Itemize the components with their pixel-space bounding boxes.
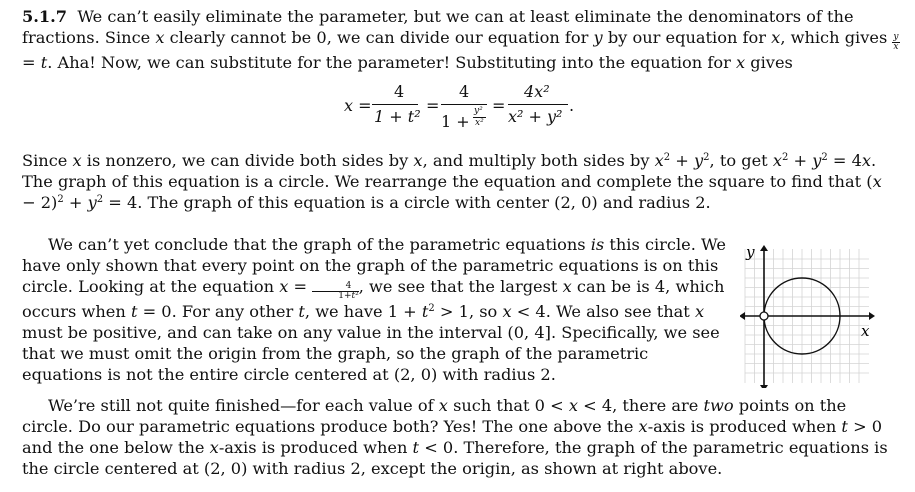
eq-f1-num: 4 — [394, 82, 405, 101]
p3-text-d: , we see that the largest — [358, 277, 563, 296]
math-x-eq-frac: x = $\frac{4}{\text{1+t²}}$ — [279, 277, 359, 301]
eq-f2-inner-den: x² — [475, 118, 484, 128]
paragraph-1 — [22, 6, 902, 73]
eq-f2-bar — [441, 104, 487, 105]
p4-text-g: and the one below the — [22, 438, 210, 457]
eq-f2-den-pre: 1 + — [441, 112, 470, 131]
math-completed-square: $(x - 2)^2 + y^2 = 4$ — [22, 172, 882, 212]
p1-text-d: , which gives — [780, 28, 893, 47]
paragraph-3 — [22, 234, 728, 385]
math-circle-eq: $x^2 + y^2 = 4x$ — [772, 151, 872, 170]
p4-text-a: We’re still not quite finished—for each value of — [48, 396, 439, 415]
var-x: x — [735, 53, 746, 72]
eq-lhs: x = — [344, 96, 372, 115]
p2-text-f: . The graph of this equation is a circle with center (2, 0) and radius 2. — [137, 193, 711, 212]
p3-text-h: , so — [468, 302, 503, 321]
p4-text-i: . Therefore, the graph of the parametric equations is the circle centered at (2, 0) with radius 2, except the origin, as shown at right above. — [22, 438, 888, 478]
p2-text-e: . The graph of this equation is a circle. We rearrange the equation and complete the square to find that — [22, 151, 877, 191]
var-x: x — [694, 302, 705, 321]
math-0-lt-x-lt-4: 0 < x < 4 — [534, 396, 613, 415]
p4-text-e: points on the circle. Do our parametric equations produce both? Yes! The one above the — [22, 396, 847, 436]
p3-text-g: , we have — [304, 302, 388, 321]
var-x: x — [771, 28, 781, 47]
circle-graph — [740, 238, 900, 388]
y-axis-arrow-down — [760, 385, 768, 388]
math-x-lt-4: x < 4 — [502, 302, 546, 321]
x-axis-arrow-left — [740, 312, 745, 320]
y-axis-label: y — [746, 243, 755, 261]
math-1-plus-t2-gt-1: $1 + t^2 > 1$ — [387, 302, 469, 321]
y-axis-arrow-up — [760, 245, 768, 251]
var-x: x — [562, 277, 572, 296]
eq-f3-num: 4x² — [524, 82, 550, 101]
math-t-lt-0: t < 0 — [412, 438, 454, 457]
p4-text-f: -axis is produced when — [647, 417, 842, 436]
p3-text-i: . We also see that — [545, 302, 695, 321]
p3-text-c: this circle. We have only shown that every point on the graph of the parametric equations is on this circle. Looking at the equation — [22, 235, 726, 296]
paragraph-2 — [22, 150, 894, 213]
p2-text-b: is nonzero, we can divide both sides by — [81, 151, 414, 170]
p1-text-b: clearly cannot be 0, we can divide our equation for — [164, 28, 594, 47]
eq-f1-bar — [372, 104, 418, 105]
p3-text-f: . For any other — [171, 302, 299, 321]
p4-text-c: , there are — [612, 396, 704, 415]
var-x: x — [438, 396, 448, 415]
p4-text-b: such that — [447, 396, 535, 415]
var-x: x — [72, 151, 82, 170]
math-x2-plus-y2: $x^2 + y^2$ — [654, 151, 710, 170]
eq-f1-den: 1 + t² — [374, 107, 421, 126]
math-t-gt-0: t > 0 — [841, 417, 883, 436]
math-t-eq-0: t = 0 — [130, 302, 172, 321]
var-t: t — [40, 53, 48, 72]
var-y: y — [593, 28, 603, 47]
eq-eq2: = — [426, 96, 440, 115]
p1-text-f: . Aha! Now, we can substitute for the parameter! Substituting into the equation for — [47, 53, 736, 72]
p2-text-d: , to get — [709, 151, 773, 170]
eq-period: . — [569, 96, 575, 115]
eq-f3-den: x² + y² — [508, 107, 563, 126]
eq-f2-num: 4 — [459, 82, 470, 101]
p1-text-a: We can’t easily eliminate the parameter, but we can at least eliminate the denominators of the fractions. Since — [22, 7, 854, 47]
var-x: x — [209, 438, 219, 457]
eq-eq3: = — [492, 96, 506, 115]
paragraph-4 — [22, 395, 894, 479]
eq-f2-inner-num: y² — [474, 106, 483, 116]
p3-text-a: We can’t yet conclude that the graph of the parametric equations — [48, 235, 591, 254]
p3-emph-is: is — [590, 235, 605, 254]
var-x: x — [413, 151, 423, 170]
p3-text-j: must be positive, and can take on any value in the interval (0, 4]. Specifically, we see that we must omit the origin from the graph, so the graph of the parametric equations is not the entire circle centered at (2, 0) with radius 2. — [22, 323, 720, 384]
fraction-y-over-x: $\frac{y}{x}$ — [893, 32, 899, 52]
open-point-origin — [760, 312, 768, 320]
p1-text-e: = — [22, 53, 41, 72]
x-axis-label: x — [861, 322, 870, 340]
x-axis-arrow-right — [869, 312, 875, 320]
p4-emph-two: two — [703, 396, 734, 415]
p1-text-c: by our equation for — [602, 28, 772, 47]
var-x: x — [638, 417, 648, 436]
section-number: 5.1.7 — [22, 7, 68, 26]
var-t: t — [298, 302, 305, 321]
p2-text-a: Since — [22, 151, 73, 170]
p2-text-c: , and multiply both sides by — [422, 151, 655, 170]
eq-f3-bar — [508, 104, 568, 105]
p4-text-h: -axis is produced when — [218, 438, 413, 457]
p1-text-g: gives — [745, 53, 793, 72]
p3-text-e: can be is 4, which occurs when — [22, 277, 725, 321]
var-x: x — [155, 28, 165, 47]
